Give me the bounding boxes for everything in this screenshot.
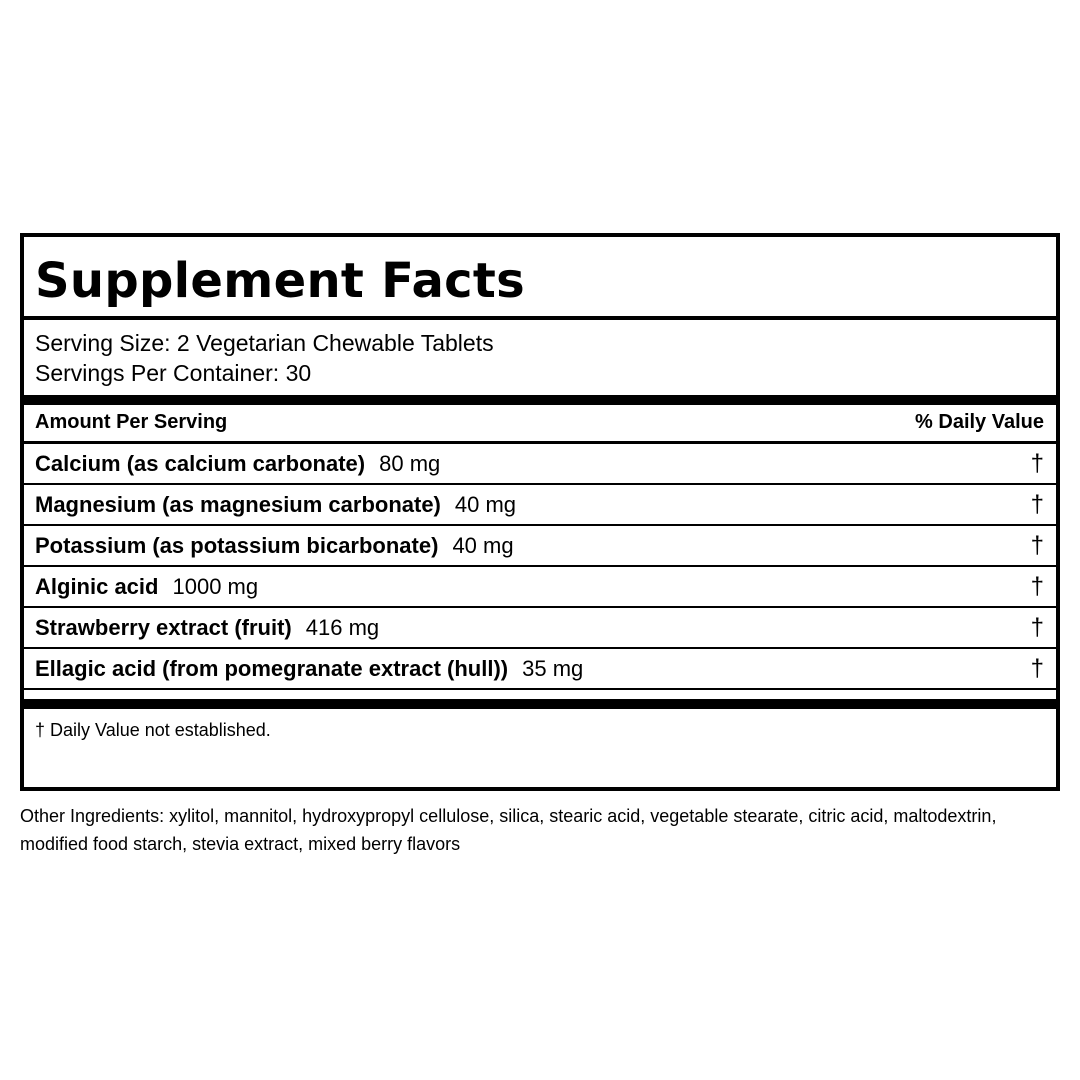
daily-value-dagger: †: [1030, 573, 1044, 600]
ingredient-row: [24, 526, 1056, 565]
thick-divider-top: [24, 395, 1056, 405]
ingredient-name: Strawberry extract (fruit): [35, 615, 292, 640]
ingredient-name: Potassium (as potassium bicarbonate): [35, 533, 439, 558]
supplement-facts-panel: [20, 233, 1060, 791]
ingredient-amount: 1000 mg: [172, 574, 259, 599]
ingredient-amount: 80 mg: [379, 451, 441, 476]
daily-value-dagger: †: [1030, 450, 1044, 477]
ingredient-amount: 40 mg: [454, 492, 517, 517]
daily-value-header: % Daily Value: [915, 411, 1044, 433]
ingredient-row: [24, 608, 1056, 647]
ingredient-row: [24, 649, 1056, 688]
daily-value-dagger: †: [1030, 491, 1044, 518]
amount-per-serving-header: Amount Per Serving: [35, 411, 228, 433]
ingredient-amount: 35 mg: [522, 656, 584, 681]
daily-value-dagger: †: [1030, 532, 1044, 559]
ingredient-amount: 40 mg: [452, 533, 514, 558]
ingredient-row: [24, 444, 1056, 483]
ingredient-name: Calcium (as calcium carbonate): [35, 451, 366, 476]
ingredient-amount: 416 mg: [305, 615, 380, 640]
other-ingredients: Other Ingredients: xylitol, mannitol, hydroxypropyl cellulose, silica, stearic acid, vegetable stearate, citric acid, maltodextrin, modified food starch, stevia extract, mixed berry flavors: [20, 806, 997, 854]
thick-divider-bottom: [24, 699, 1056, 709]
title-divider: [24, 316, 1056, 320]
daily-value-dagger: †: [1030, 614, 1044, 641]
ingredient-name: Magnesium (as magnesium carbonate): [35, 492, 441, 517]
daily-value-footnote: † Daily Value not established.: [35, 720, 271, 740]
ingredient-row: [24, 485, 1056, 524]
ingredient-row: [24, 567, 1056, 606]
ingredient-name: Alginic acid: [35, 574, 159, 599]
ingredient-name: Ellagic acid (from pomegranate extract (hull)): [35, 656, 509, 681]
serving-size: Serving Size: 2 Vegetarian Chewable Tablets: [35, 330, 494, 356]
panel-title: Supplement Facts: [35, 253, 526, 309]
servings-per-container: Servings Per Container: 30: [35, 360, 312, 386]
row-divider: [24, 688, 1056, 690]
daily-value-dagger: †: [1030, 655, 1044, 682]
